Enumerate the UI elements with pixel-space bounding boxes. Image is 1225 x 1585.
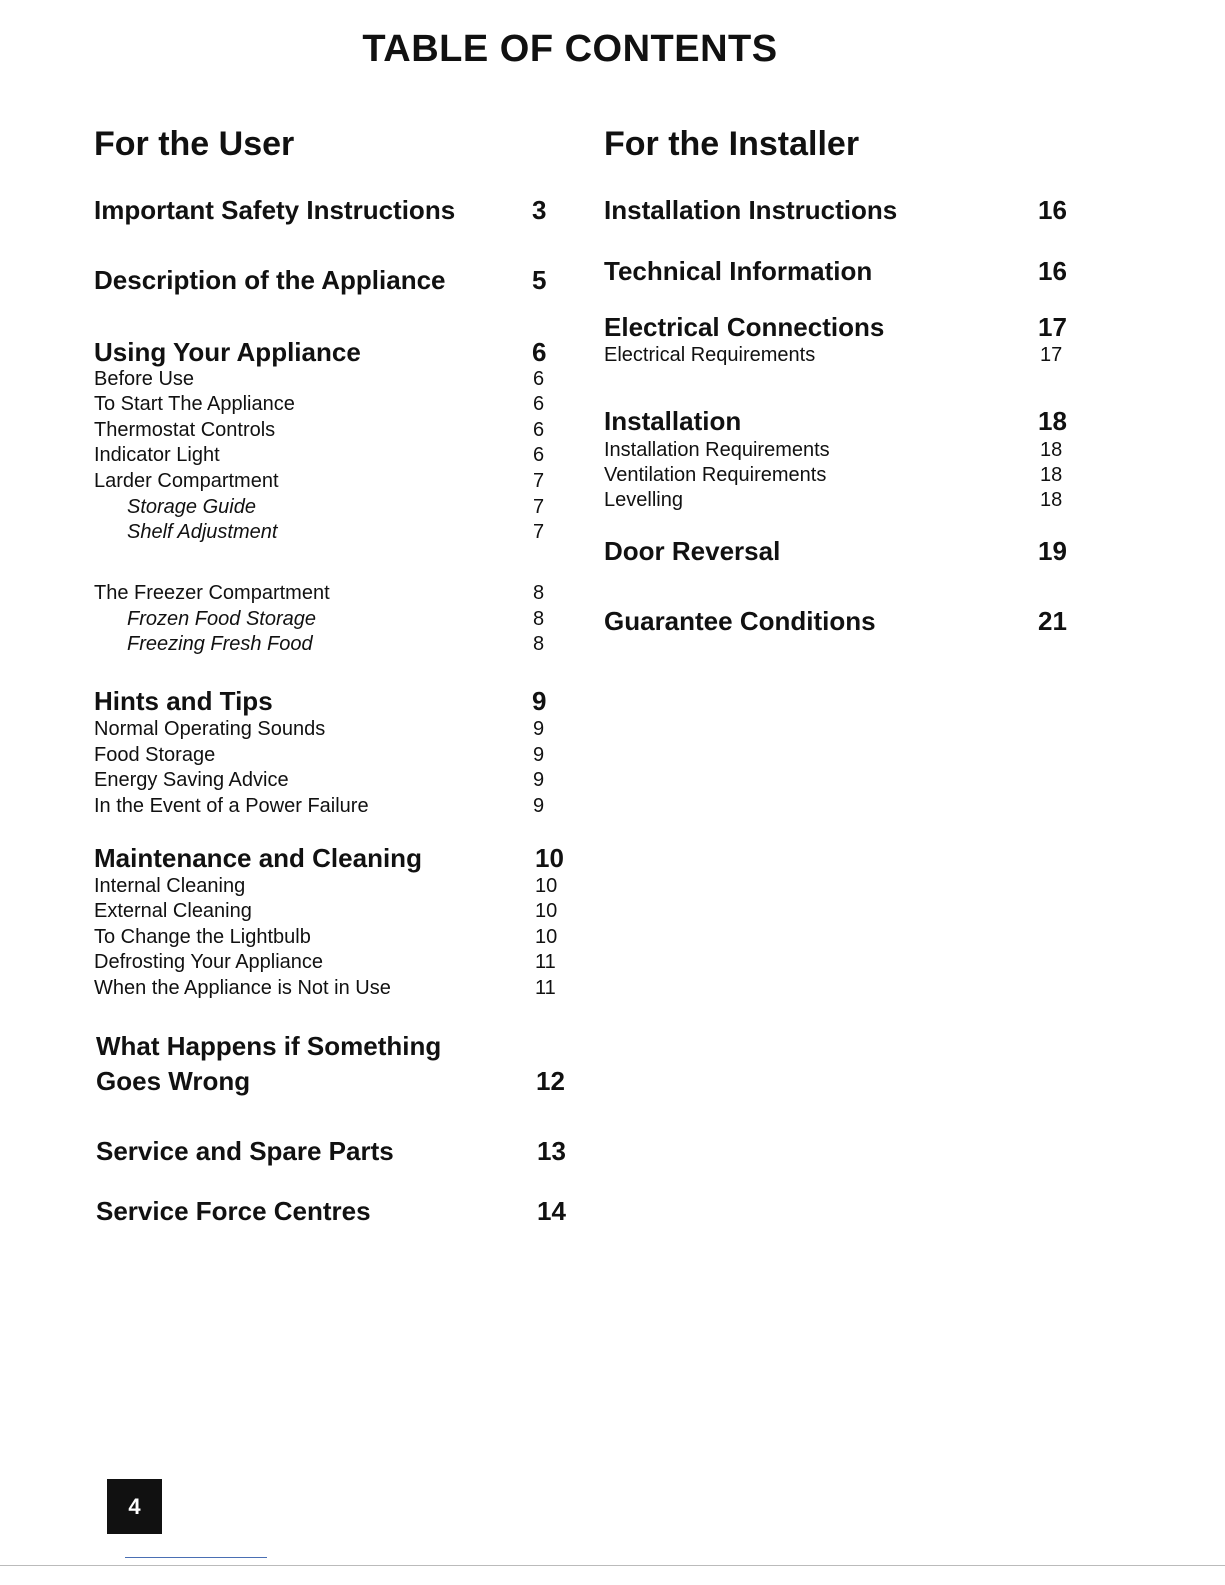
toc-entry-label: Thermostat Controls [94, 419, 276, 441]
toc-entry[interactable] [604, 312, 1067, 343]
toc-entry-label: Electrical Requirements [604, 344, 816, 366]
page-number: 4 [128, 1493, 141, 1519]
toc-subentry[interactable] [94, 608, 545, 631]
toc-entry-page: 6 [533, 368, 545, 390]
toc-entry-page: 18 [1040, 489, 1063, 511]
toc-entry-page: 17 [1040, 344, 1063, 366]
toc-entry-label: Service and Spare Parts [96, 1136, 394, 1166]
toc-entry-page: 11 [535, 977, 556, 999]
toc-subentry[interactable] [94, 900, 558, 923]
toc-entry-page: 21 [1038, 606, 1067, 636]
toc-entry-label: Door Reversal [604, 536, 781, 566]
toc-entry-page: 7 [533, 470, 545, 492]
bottom-rule [0, 1565, 1225, 1566]
toc-entry-label: When the Appliance is Not in Use [94, 977, 391, 999]
toc-entry-label: Internal Cleaning [94, 875, 246, 897]
toc-entry-label: Energy Saving Advice [94, 769, 289, 791]
toc-entry-label: Description of the Appliance [94, 265, 446, 295]
toc-subentry[interactable] [604, 464, 1063, 487]
toc-entry[interactable] [94, 337, 547, 368]
toc-entry[interactable] [96, 1031, 441, 1062]
toc-entry[interactable] [94, 686, 547, 717]
toc-entry-page: 19 [1038, 536, 1067, 566]
toc-entry-page: 14 [537, 1196, 566, 1226]
toc-entry-label: Important Safety Instructions [94, 195, 456, 225]
toc-entry-page: 9 [533, 718, 545, 740]
toc-subentry[interactable] [94, 744, 545, 767]
toc-subentry[interactable] [94, 977, 556, 1000]
toc-entry-page: 7 [533, 496, 545, 518]
toc-entry-label: To Start The Appliance [94, 393, 295, 415]
toc-entry-page: 18 [1040, 439, 1063, 461]
toc-entry-page: 11 [535, 951, 556, 973]
toc-entry[interactable] [94, 843, 564, 874]
toc-subentry[interactable] [94, 951, 556, 974]
toc-entry-label: Levelling [604, 489, 683, 511]
toc-entry[interactable] [96, 1196, 566, 1227]
toc-entry-page: 10 [535, 926, 558, 948]
toc-entry-page: 9 [532, 686, 547, 716]
toc-subentry[interactable] [94, 769, 545, 792]
toc-entry-page: 5 [532, 265, 547, 295]
page-title: TABLE OF CONTENTS [362, 28, 778, 70]
toc-entry-label: Hints and Tips [94, 686, 273, 716]
toc-entry-label: Technical Information [604, 256, 873, 286]
toc-entry[interactable] [94, 265, 547, 296]
toc-entry-label: Service Force Centres [96, 1196, 371, 1226]
toc-entry-label: Installation [604, 406, 742, 436]
toc-entry-page: 8 [533, 582, 545, 604]
toc-entry-page: 16 [1038, 195, 1067, 225]
toc-entry-label: In the Event of a Power Failure [94, 795, 369, 817]
toc-entry[interactable] [96, 1136, 566, 1167]
toc-subentry[interactable] [94, 496, 545, 519]
toc-entry-label: Guarantee Conditions [604, 606, 876, 636]
toc-entry-label: External Cleaning [94, 900, 252, 922]
toc-entry-page: 10 [535, 843, 564, 873]
toc-entry-page: 6 [533, 444, 545, 466]
toc-entry-label: Shelf Adjustment [127, 521, 278, 543]
toc-subentry[interactable] [94, 521, 545, 544]
toc-entry-page: 16 [1038, 256, 1067, 286]
toc-entry-page: 17 [1038, 312, 1067, 342]
toc-entry-label: Larder Compartment [94, 470, 279, 492]
toc-entry-page: 12 [536, 1066, 565, 1096]
toc-entry[interactable] [604, 406, 1067, 437]
toc-entry-label: Installation Requirements [604, 439, 830, 461]
toc-entry[interactable] [94, 195, 547, 226]
toc-subentry[interactable] [94, 875, 558, 898]
toc-subentry[interactable] [94, 419, 545, 442]
toc-entry-page: 6 [532, 337, 547, 367]
toc-entry[interactable] [96, 1066, 565, 1097]
toc-entry-label: Defrosting Your Appliance [94, 951, 324, 973]
toc-subentry[interactable] [94, 795, 545, 818]
toc-subentry[interactable] [94, 393, 545, 416]
toc-entry-label: Maintenance and Cleaning [94, 843, 422, 873]
toc-entry-label: Food Storage [94, 744, 216, 766]
toc-entry-page: 18 [1038, 406, 1067, 436]
toc-entry-label: Installation Instructions [604, 195, 898, 225]
toc-entry-label: Indicator Light [94, 444, 220, 466]
toc-entry-page: 3 [532, 195, 547, 225]
toc-subentry[interactable] [94, 470, 545, 493]
toc-entry[interactable] [604, 195, 1067, 226]
toc-entry-label: Before Use [94, 368, 195, 390]
user-section-heading: For the User [94, 125, 295, 163]
toc-subentry[interactable] [94, 633, 545, 656]
toc-entry-label: Freezing Fresh Food [127, 633, 313, 655]
toc-entry-page: 9 [533, 769, 545, 791]
toc-entry-page: 18 [1040, 464, 1063, 486]
toc-subentry[interactable] [604, 439, 1063, 462]
toc-entry-label: Ventilation Requirements [604, 464, 827, 486]
toc-entry-page: 7 [533, 521, 545, 543]
toc-entry-label: What Happens if Something [96, 1031, 442, 1061]
toc-subentry[interactable] [604, 344, 1063, 367]
footer-line [125, 1557, 267, 1558]
toc-entry-label: The Freezer Compartment [94, 582, 330, 604]
toc-entry-label: Storage Guide [127, 496, 256, 518]
toc-subentry[interactable] [94, 582, 545, 605]
toc-subentry[interactable] [94, 718, 545, 741]
toc-subentry[interactable] [604, 489, 1063, 512]
toc-entry-label: Electrical Connections [604, 312, 885, 342]
toc-entry-page: 13 [537, 1136, 566, 1166]
toc-entry-label: To Change the Lightbulb [94, 926, 311, 948]
toc-entry-label: Goes Wrong [96, 1066, 251, 1096]
page-number-badge [107, 1479, 162, 1534]
toc-entry[interactable] [604, 536, 1067, 567]
toc-entry[interactable] [604, 606, 1067, 637]
toc-entry-label: Normal Operating Sounds [94, 718, 326, 740]
toc-entry-page: 10 [535, 875, 558, 897]
toc-entry[interactable] [604, 256, 1067, 287]
toc-entry-page: 9 [533, 744, 545, 766]
toc-entry-page: 8 [533, 633, 545, 655]
toc-entry-label: Using Your Appliance [94, 337, 361, 367]
installer-section-heading: For the Installer [604, 125, 860, 163]
toc-entry-page: 9 [533, 795, 545, 817]
toc-subentry[interactable] [94, 368, 545, 391]
toc-entry-page: 6 [533, 419, 545, 441]
toc-entry-page: 6 [533, 393, 545, 415]
toc-subentry[interactable] [94, 444, 545, 467]
toc-entry-page: 8 [533, 608, 545, 630]
toc-entry-page: 10 [535, 900, 558, 922]
toc-entry-label: Frozen Food Storage [127, 608, 316, 630]
toc-subentry[interactable] [94, 926, 558, 949]
